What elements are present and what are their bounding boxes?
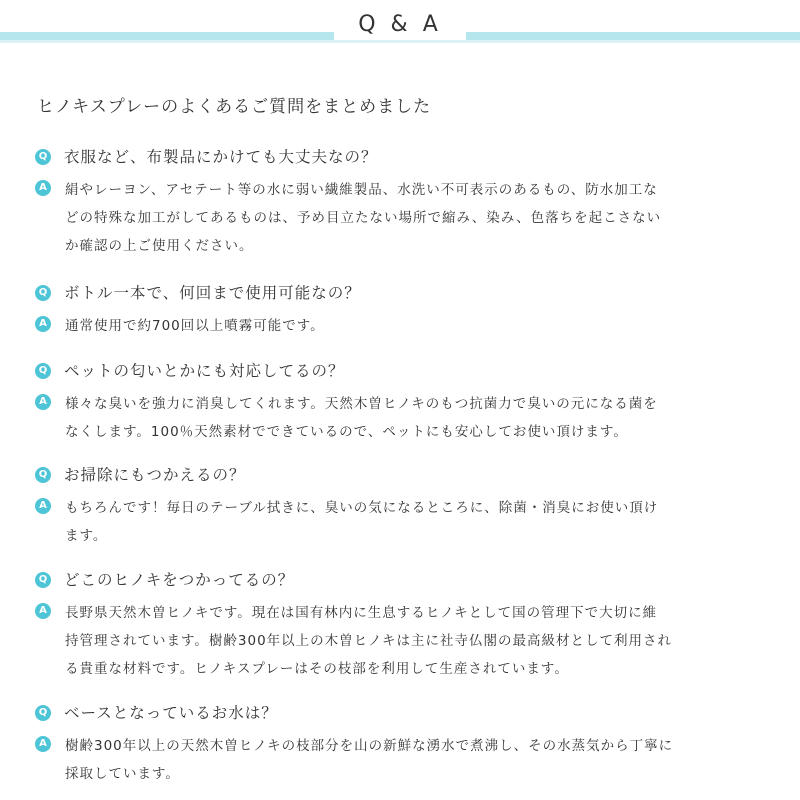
answer-row [35,494,770,550]
question-text: ボトル一本で、何回まで使用可能なの？ [64,284,361,302]
question-text: ペットの匂いとかにも対応してるの？ [64,362,345,380]
faq-item-4 [35,464,770,550]
answer-text [65,390,658,446]
question-row [35,702,770,724]
question-text: ベースとなっているお水は？ [64,704,278,722]
answer-line: る貴重な材料です。ヒノキスプレーはその枝部を利用して生産されています。 [65,661,569,677]
answer-line: 樹齢300年以上の天然木曽ヒノキの枝部分を山の新鮮な湧水で煮沸し、その水蒸気から丁寧に [65,738,674,754]
a-badge-icon: A [35,736,51,752]
a-badge-icon: A [35,394,51,410]
header [0,10,800,40]
answer-line: もちろんです！毎日のテーブル拭きに、臭いの気になるところに、除菌・消臭にお使い頂け [65,500,659,516]
answer-line: か確認の上ご使用ください。 [65,238,254,254]
header-accent-bar-light [0,40,800,43]
question-text: どこのヒノキをつかってるの？ [64,571,295,589]
page-title: Q & A [334,10,466,40]
q-badge-icon: Q [35,363,51,379]
faq-item-6 [35,702,770,788]
answer-text [65,176,661,260]
answer-line: ます。 [65,528,108,544]
a-badge-icon: A [35,498,51,514]
faq-item-2 [35,282,770,340]
q-badge-icon: Q [35,705,51,721]
q-badge-icon: Q [35,467,51,483]
answer-text [65,732,673,788]
q-badge-icon: Q [35,285,51,301]
answer-line: どの特殊な加工がしてあるものは、予め目立たない場所で縮み、染み、色落ちを起こさない [65,210,662,226]
a-badge-icon: A [35,180,51,196]
answer-row [35,176,770,260]
answer-row [35,732,770,788]
answer-row [35,312,770,340]
q-badge-icon: Q [35,572,51,588]
answer-text [65,599,672,683]
question-row [35,146,770,168]
answer-text [65,494,658,550]
question-text: 衣服など、布製品にかけても大丈夫なの？ [64,148,378,166]
answer-line: 様々な臭いを強力に消臭してくれます。天然木曽ヒノキのもつ抗菌力で臭いの元になる菌を [65,396,658,412]
answer-line: 採取しています。 [65,766,180,782]
answer-row [35,390,770,446]
question-row [35,569,770,591]
answer-line: なくします。100％天然素材でできているので、ペットにも安心してお使い頂けます。 [65,424,628,440]
question-row [35,282,770,304]
a-badge-icon: A [35,316,51,332]
answer-line: 絹やレーヨン、アセテート等の水に弱い繊維製品、水洗い不可表示のあるもの、防水加工な [65,182,658,198]
question-text: お掃除にもつかえるの？ [64,466,246,484]
q-badge-icon: Q [35,149,51,165]
faq-item-1 [35,146,770,260]
answer-text [65,312,325,340]
answer-line: 持管理されています。樹齢300年以上の木曽ヒノキは主に社寺仏閣の最高級材として利用され [65,633,673,649]
answer-line: 長野県天然木曽ヒノキです。現在は国有林内に生息するヒノキとして国の管理下で大切に維 [65,605,658,621]
answer-line: 通常使用で約700回以上噴霧可能です。 [65,318,325,334]
answer-row [35,599,770,683]
intro-text: ヒノキスプレーのよくあるご質問をまとめました [37,97,432,117]
question-row [35,464,770,486]
faq-item-5 [35,569,770,683]
faq-item-3 [35,360,770,446]
question-row [35,360,770,382]
a-badge-icon: A [35,603,51,619]
